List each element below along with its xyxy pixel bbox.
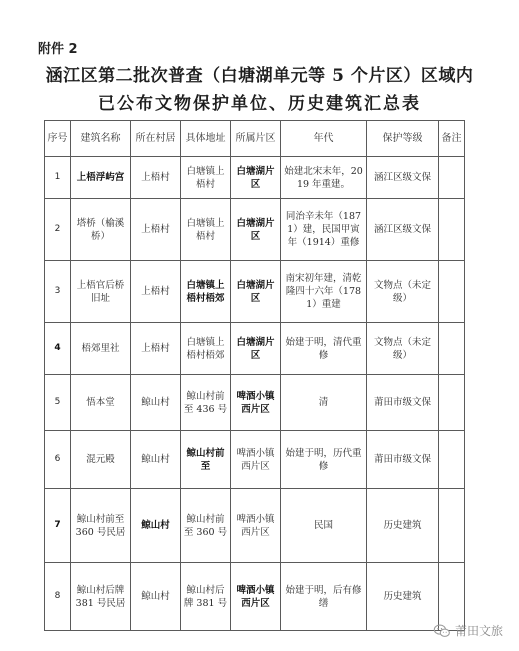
cell-village: 上梧村 bbox=[131, 323, 181, 375]
cell-era: 南宋初年建，清乾隆四十六年（1781）重建 bbox=[281, 261, 367, 323]
cell-note bbox=[439, 261, 465, 323]
table-row bbox=[45, 199, 465, 261]
header-level: 保护等级 bbox=[367, 121, 439, 157]
cell-note bbox=[439, 431, 465, 489]
header-address: 具体地址 bbox=[181, 121, 231, 157]
cell-era: 同治辛未年（1871）建，民国甲寅年（1914）重修 bbox=[281, 199, 367, 261]
cell-name: 塔桥（榆溪桥） bbox=[71, 199, 131, 261]
table-row bbox=[45, 323, 465, 375]
cell-no: 1 bbox=[45, 157, 71, 199]
cell-address: 白塘镇上梧村 bbox=[181, 199, 231, 261]
table-row bbox=[45, 563, 465, 631]
cell-name: 梧郊里社 bbox=[71, 323, 131, 375]
header-note: 备注 bbox=[439, 121, 465, 157]
cell-no: 2 bbox=[45, 199, 71, 261]
header-era: 年代 bbox=[281, 121, 367, 157]
cell-district: 白塘湖片区 bbox=[231, 157, 281, 199]
cell-no: 5 bbox=[45, 375, 71, 431]
table-row bbox=[45, 157, 465, 199]
cell-name: 鲸山村后牌 381 号民居 bbox=[71, 563, 131, 631]
wechat-icon bbox=[433, 624, 451, 638]
cell-name: 上梧官后桥旧址 bbox=[71, 261, 131, 323]
cell-level: 莆田市级文保 bbox=[367, 375, 439, 431]
cell-era: 民国 bbox=[281, 489, 367, 563]
cell-level: 莆田市级文保 bbox=[367, 431, 439, 489]
cell-era: 始建于明，清代重修 bbox=[281, 323, 367, 375]
cell-address: 鲸山村前至 436 号 bbox=[181, 375, 231, 431]
header-no: 序号 bbox=[45, 121, 71, 157]
heritage-table bbox=[44, 120, 465, 631]
cell-level: 历史建筑 bbox=[367, 563, 439, 631]
cell-address: 鲸山村前至 360 号 bbox=[181, 489, 231, 563]
cell-address: 白塘镇上梧村梧郊 bbox=[181, 261, 231, 323]
cell-village: 鲸山村 bbox=[131, 489, 181, 563]
cell-era: 清 bbox=[281, 375, 367, 431]
watermark bbox=[433, 622, 503, 639]
cell-village: 鲸山村 bbox=[131, 375, 181, 431]
cell-level: 涵江区级文保 bbox=[367, 199, 439, 261]
table-row bbox=[45, 489, 465, 563]
cell-era: 始建于明，历代重修 bbox=[281, 431, 367, 489]
cell-district: 白塘湖片区 bbox=[231, 199, 281, 261]
cell-district: 啤酒小镇西片区 bbox=[231, 431, 281, 489]
cell-era: 始建于明，后有修缮 bbox=[281, 563, 367, 631]
watermark-text: 莆田文旅 bbox=[454, 624, 503, 638]
cell-no: 3 bbox=[45, 261, 71, 323]
cell-note bbox=[439, 199, 465, 261]
cell-level: 涵江区级文保 bbox=[367, 157, 439, 199]
cell-name: 混元殿 bbox=[71, 431, 131, 489]
cell-village: 上梧村 bbox=[131, 199, 181, 261]
cell-name: 悟本堂 bbox=[71, 375, 131, 431]
cell-no: 7 bbox=[45, 489, 71, 563]
cell-note bbox=[439, 375, 465, 431]
cell-address: 鲸山村后牌 381 号 bbox=[181, 563, 231, 631]
cell-village: 鲸山村 bbox=[131, 563, 181, 631]
cell-address: 鲸山村前至 bbox=[181, 431, 231, 489]
cell-level: 文物点（未定级） bbox=[367, 323, 439, 375]
cell-note bbox=[439, 489, 465, 563]
cell-address: 白塘镇上梧村梧郊 bbox=[181, 323, 231, 375]
cell-district: 啤酒小镇西片区 bbox=[231, 489, 281, 563]
cell-no: 4 bbox=[45, 323, 71, 375]
cell-village: 上梧村 bbox=[131, 157, 181, 199]
header-name: 建筑名称 bbox=[71, 121, 131, 157]
attachment-label: 附件 2 bbox=[38, 42, 78, 57]
table-row bbox=[45, 375, 465, 431]
cell-name: 上梧浮屿宫 bbox=[71, 157, 131, 199]
cell-note bbox=[439, 563, 465, 631]
cell-name: 鲸山村前至 360 号民居 bbox=[71, 489, 131, 563]
cell-level: 文物点（未定级） bbox=[367, 261, 439, 323]
cell-level: 历史建筑 bbox=[367, 489, 439, 563]
cell-era: 始建北宋末年，2019 年重建。 bbox=[281, 157, 367, 199]
cell-village: 鲸山村 bbox=[131, 431, 181, 489]
cell-district: 白塘湖片区 bbox=[231, 261, 281, 323]
doc-title-line2: 已公布文物保护单位、历史建筑汇总表 bbox=[98, 94, 421, 114]
table-row bbox=[45, 261, 465, 323]
cell-note bbox=[439, 323, 465, 375]
cell-note bbox=[439, 157, 465, 199]
cell-village: 上梧村 bbox=[131, 261, 181, 323]
cell-district: 白塘湖片区 bbox=[231, 323, 281, 375]
cell-no: 8 bbox=[45, 563, 71, 631]
cell-no: 6 bbox=[45, 431, 71, 489]
table-row bbox=[45, 431, 465, 489]
header-village: 所在村居 bbox=[131, 121, 181, 157]
doc-title-line1: 涵江区第二批次普查（白塘湖单元等 5 个片区）区域内 bbox=[45, 66, 474, 86]
header-district: 所属片区 bbox=[231, 121, 281, 157]
cell-district: 啤酒小镇西片区 bbox=[231, 563, 281, 631]
cell-district: 啤酒小镇西片区 bbox=[231, 375, 281, 431]
cell-address: 白塘镇上梧村 bbox=[181, 157, 231, 199]
table-header-row bbox=[45, 121, 465, 157]
